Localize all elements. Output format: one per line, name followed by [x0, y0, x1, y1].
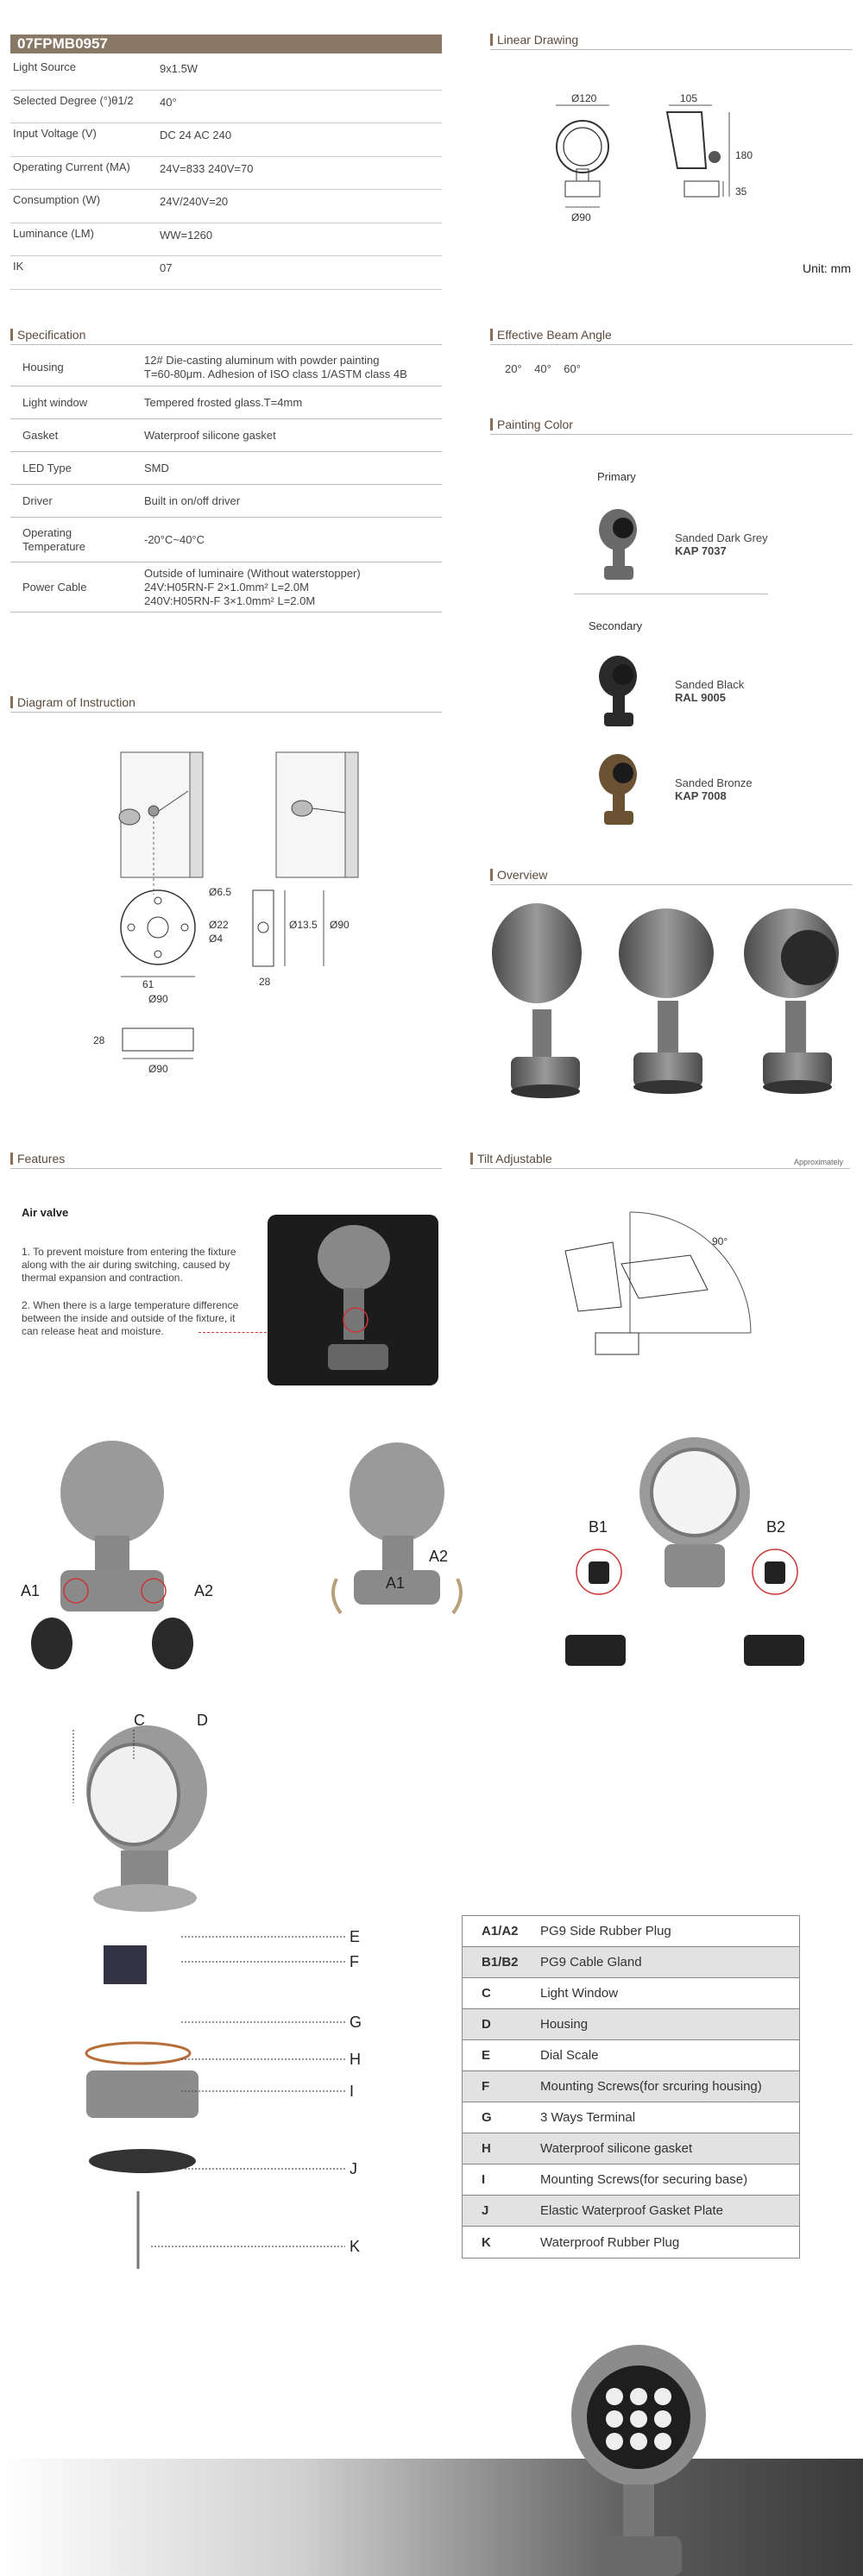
spec-value-line: T=60-80μm. Adhesion of ISO class 1/ASTM class 4B: [144, 368, 407, 380]
fixture-icon: [594, 654, 646, 732]
spec-row: [10, 386, 442, 419]
painting-color-title: Painting Color: [490, 418, 853, 435]
part-desc: PG9 Side Rubber Plug: [540, 1924, 671, 1938]
callout-label: A1: [21, 1582, 41, 1599]
part-desc: Waterproof silicone gasket: [540, 2141, 693, 2156]
dim-label: 28: [93, 1034, 105, 1046]
spec-value-line: Waterproof silicone gasket: [144, 429, 276, 442]
spec-label: Housing: [22, 361, 64, 374]
part-desc: Mounting Screws(for securing base): [540, 2172, 748, 2187]
specification-title: Specification: [10, 328, 442, 345]
spec-row: [10, 419, 442, 452]
param-value: 24V=833 240V=70: [160, 161, 254, 175]
explode-label: C: [134, 1712, 145, 1729]
beam-angle: 40°: [534, 362, 551, 375]
part-code: J: [482, 2203, 489, 2218]
param-label: Consumption (W): [13, 193, 101, 206]
spec-row: [10, 452, 442, 485]
explode-label: I: [350, 2083, 355, 2100]
part-code: K: [482, 2234, 491, 2250]
part-code: B1/B2: [482, 1955, 519, 1970]
part-code: D: [482, 2017, 491, 2032]
spec-value: [144, 533, 205, 547]
note-line: 2. When there is a large temperature difference: [22, 1299, 239, 1311]
param-value: 9x1.5W: [160, 62, 198, 75]
dim-label: 180: [735, 149, 753, 161]
callout-label: B2: [766, 1518, 786, 1536]
features-title: Features: [10, 1152, 442, 1169]
part-desc: Light Window: [540, 1986, 619, 2001]
param-value: WW=1260: [160, 228, 213, 242]
param-row: [10, 123, 442, 157]
explode-label: J: [350, 2160, 357, 2177]
param-row: [10, 91, 442, 124]
color-name: Sanded Bronze: [675, 776, 753, 789]
secondary-label: Secondary: [589, 619, 643, 632]
parts-row: [463, 2009, 799, 2040]
parts-row: [463, 2164, 799, 2196]
spec-label: Light window: [22, 396, 88, 409]
overview-image: [485, 906, 856, 1113]
dim-label: Ø13.5: [289, 919, 318, 931]
beam-angle-title: Effective Beam Angle: [490, 328, 853, 345]
param-row: [10, 57, 442, 91]
param-value: 40°: [160, 95, 177, 109]
linear-drawing-title: Linear Drawing: [490, 33, 853, 50]
spec-value-line: SMD: [144, 462, 169, 474]
param-row: [10, 223, 442, 257]
param-label: Selected Degree (°)θ1/2: [13, 93, 134, 107]
parts-row: [463, 1916, 799, 1947]
part-code: G: [482, 2110, 492, 2125]
fixture-icon: [594, 752, 646, 830]
spec-label: Power Cable: [22, 581, 87, 594]
param-row: [10, 190, 442, 223]
param-label: Luminance (LM): [13, 226, 94, 240]
dim-label: Ø90: [330, 919, 350, 931]
instruction-title: Diagram of Instruction: [10, 695, 442, 713]
dim-label: Ø120: [571, 92, 597, 104]
parts-table: [462, 1915, 800, 2259]
beam-angle: 60°: [564, 362, 581, 375]
parts-row: [463, 2133, 799, 2164]
spec-value: [144, 429, 276, 443]
beam-angles: [505, 362, 581, 375]
unit-label: Unit: mm: [803, 261, 851, 275]
color-code: KAP 7037: [675, 544, 727, 557]
spec-value-line: Tempered frosted glass.T=4mm: [144, 396, 303, 409]
param-value: 24V/240V=20: [160, 195, 229, 208]
overview-title: Overview: [490, 868, 853, 885]
parts-row: [463, 2196, 799, 2227]
part-code: A1/A2: [482, 1924, 519, 1938]
part-code: C: [482, 1986, 491, 2001]
primary-label: Primary: [597, 470, 636, 483]
part-desc: Elastic Waterproof Gasket Plate: [540, 2203, 724, 2218]
parts-row: [463, 2040, 799, 2071]
exploded-view: [52, 1708, 380, 2295]
dim-label: Ø90: [148, 993, 168, 1005]
fixture-icon: [594, 507, 646, 585]
spec-value: [144, 462, 169, 475]
explode-label: D: [197, 1712, 208, 1729]
parts-row: [463, 2227, 799, 2258]
explode-label: K: [350, 2238, 361, 2255]
spec-value-line: -20°C~40°C: [144, 533, 205, 546]
callout-label: A2: [429, 1548, 449, 1565]
param-row: [10, 157, 442, 191]
dim-label: Ø6.5: [209, 886, 232, 898]
feature-note-1: [22, 1246, 236, 1285]
air-valve-photo: [268, 1215, 438, 1385]
spec-label: Driver: [22, 494, 53, 507]
dim-label: Ø4: [209, 933, 224, 945]
dim-label: Ø90: [571, 211, 591, 223]
color-code: KAP 7008: [675, 789, 727, 802]
part-desc: Housing: [540, 2017, 589, 2032]
spec-value-line: 24V:H05RN-F 2×1.0mm² L=2.0M: [144, 581, 309, 594]
param-value: 07: [160, 261, 173, 274]
gland-photo: [552, 1423, 846, 1682]
tilt-title: Tilt Adjustable: [470, 1152, 850, 1169]
parts-row: [463, 2071, 799, 2102]
spec-value-line: Built in on/off driver: [144, 494, 241, 507]
part-desc: 3 Ways Terminal: [540, 2110, 636, 2125]
explode-label: G: [350, 2014, 362, 2031]
param-label: IK: [13, 260, 24, 273]
callout-label: B1: [589, 1518, 608, 1536]
plug-photo-left: [9, 1423, 214, 1682]
callout-label: A2: [194, 1582, 214, 1599]
spec-row: [10, 518, 442, 562]
note-line: thermal expansion and contraction.: [22, 1272, 183, 1284]
tilt-angle: 90°: [712, 1235, 728, 1247]
param-label: Input Voltage (V): [13, 127, 97, 140]
tilt-note: Approximately: [794, 1158, 844, 1166]
tilt-diagram: [561, 1203, 785, 1367]
spec-row: [10, 485, 442, 518]
spec-label: Gasket: [22, 429, 59, 442]
part-code: I: [482, 2172, 486, 2187]
hero-fixture: [544, 2338, 734, 2576]
param-row: [10, 256, 442, 290]
linear-drawing: [544, 86, 794, 233]
dim-label: 28: [259, 976, 271, 988]
spec-value: [144, 396, 302, 410]
spec-value-line: Outside of luminaire (Without waterstopper): [144, 567, 361, 580]
spec-value: [144, 567, 361, 608]
part-code: H: [482, 2141, 491, 2156]
dim-label: Ø90: [148, 1063, 168, 1075]
spec-value: [144, 354, 407, 381]
parts-row: [463, 2102, 799, 2133]
spec-label: LED Type: [22, 462, 72, 474]
spec-label: Operating Temperature: [22, 526, 85, 553]
part-desc: PG9 Cable Gland: [540, 1955, 642, 1970]
part-code: F: [482, 2079, 490, 2094]
dim-label: 105: [680, 92, 698, 104]
spec-value: [144, 494, 240, 508]
note-line: 1. To prevent moisture from entering the fixture: [22, 1246, 236, 1258]
param-label: Light Source: [13, 60, 76, 73]
color-code: RAL 9005: [675, 691, 727, 704]
beam-angle: 20°: [505, 362, 522, 375]
part-desc: Dial Scale: [540, 2048, 599, 2063]
air-valve-heading: Air valve: [22, 1206, 69, 1219]
part-code: E: [482, 2048, 491, 2063]
part-desc: Waterproof Rubber Plug: [540, 2234, 680, 2250]
note-line: along with the air during switching, caused by: [22, 1259, 230, 1271]
spec-value-line: 12# Die-casting aluminum with powder painting: [144, 354, 380, 367]
dim-label: 61: [142, 978, 154, 990]
spec-row: [10, 562, 442, 613]
parts-row: [463, 1947, 799, 1978]
spec-row: [10, 349, 442, 386]
callout-a1-bottom: A1: [386, 1574, 406, 1592]
note-line: between the inside and outside of the fixture, it: [22, 1312, 236, 1324]
param-label: Operating Current (MA): [13, 160, 130, 173]
footer-banner: [0, 2459, 863, 2576]
param-value: DC 24 AC 240: [160, 129, 232, 141]
color-name: Sanded Dark Grey: [675, 531, 768, 544]
note-line: can release heat and moisture.: [22, 1325, 164, 1337]
spec-value-line: 240V:H05RN-F 3×1.0mm² L=2.0M: [144, 594, 316, 607]
explode-label: F: [350, 1953, 359, 1970]
model-title: 07FPMB0957: [10, 35, 442, 53]
color-name: Sanded Black: [675, 678, 745, 691]
explode-label: E: [350, 1928, 361, 1945]
part-desc: Mounting Screws(for srcuring housing): [540, 2079, 762, 2094]
instruction-diagram: [93, 744, 380, 1080]
dim-label: Ø22: [209, 919, 229, 931]
dim-label: 35: [735, 185, 747, 198]
parts-row: [463, 1978, 799, 2009]
explode-label: H: [350, 2051, 361, 2068]
